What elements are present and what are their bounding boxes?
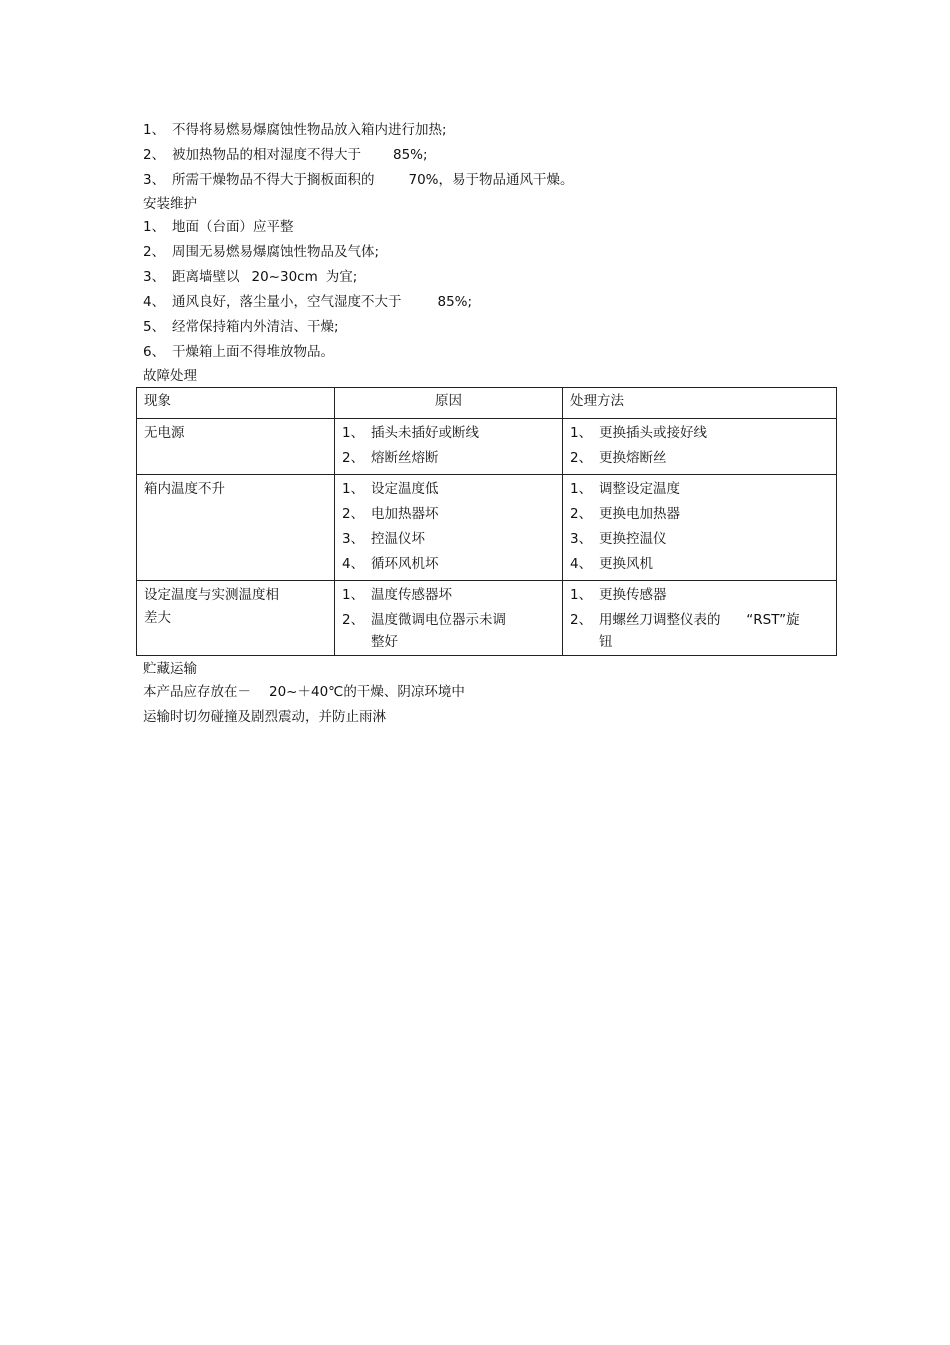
fix-item <box>570 478 829 503</box>
install-heading: 安装维护 <box>143 196 197 212</box>
cause-item <box>342 422 555 447</box>
list-number: 6、 <box>143 344 166 360</box>
cause-text-multiline <box>371 609 555 653</box>
cause-text: 熔断丝熔断 <box>371 450 439 466</box>
cause-cell <box>335 581 563 656</box>
fix-text: 更换电加热器 <box>599 506 680 522</box>
cause-cell <box>335 475 563 581</box>
list-number: 1、 <box>570 481 593 497</box>
symptom-text: 箱内温度不升 <box>144 481 225 497</box>
list-number: 3、 <box>342 531 365 547</box>
symptom-cell <box>137 419 335 475</box>
storage-text: 本产品应存放在－ <box>143 684 251 700</box>
cause-text-line: 整好 <box>371 634 398 650</box>
symptom-cell <box>137 475 335 581</box>
list-text: 通风良好，落尘量小，空气湿度不大于 <box>172 294 402 310</box>
header-fix: 处理方法 <box>563 388 837 419</box>
list-number: 4、 <box>570 556 593 572</box>
cause-text: 设定温度低 <box>371 481 439 497</box>
storage-range: 20~＋40℃的干燥、阴凉环境中 <box>269 684 465 700</box>
cause-text: 循环风机坏 <box>371 556 439 572</box>
symptom-text-line: 差大 <box>144 610 171 626</box>
list-text: 不得将易燃易爆腐蚀性物品放入箱内进行加热; <box>172 122 447 138</box>
table-row <box>137 475 837 581</box>
fix-cell <box>563 581 837 656</box>
fix-text: 更换熔断丝 <box>599 450 667 466</box>
list-value: 70%，易于物品通风干燥。 <box>408 172 574 188</box>
install-item-1 <box>143 215 837 240</box>
cause-item <box>342 447 555 472</box>
cause-text: 温度传感器坏 <box>371 587 452 603</box>
list-number: 4、 <box>143 294 166 310</box>
cause-item <box>342 503 555 528</box>
list-text: 被加热物品的相对湿度不得大于 <box>172 147 361 163</box>
cause-text: 电加热器坏 <box>371 506 439 522</box>
list-number: 1、 <box>342 481 365 497</box>
cause-item <box>342 584 555 609</box>
list-text: 所需干燥物品不得大于搁板面积的 <box>172 172 375 188</box>
list-number: 4、 <box>342 556 365 572</box>
list-text: 周围无易燃易爆腐蚀性物品及气体; <box>172 244 380 260</box>
fix-item <box>570 503 829 528</box>
fix-item <box>570 422 829 447</box>
fix-item <box>570 584 829 609</box>
list-number: 3、 <box>143 172 166 188</box>
fix-text: 更换插头或接好线 <box>599 425 707 441</box>
list-number: 2、 <box>570 612 593 628</box>
fix-item <box>570 528 829 553</box>
cause-item <box>342 478 555 503</box>
cause-item <box>342 609 555 653</box>
header-symptom: 现象 <box>137 388 335 419</box>
fix-item <box>570 609 829 653</box>
list-number: 1、 <box>570 587 593 603</box>
fix-item <box>570 553 829 578</box>
list-text: 经常保持箱内外清洁、干燥; <box>172 319 339 335</box>
install-item-2 <box>143 240 837 265</box>
storage-heading: 贮藏运输 <box>143 661 197 677</box>
document-page <box>143 118 837 730</box>
table-row <box>137 581 837 656</box>
list-number: 5、 <box>143 319 166 335</box>
list-number: 1、 <box>570 425 593 441</box>
cause-item <box>342 553 555 578</box>
list-value: 20~30cm <box>251 269 318 285</box>
install-item-4 <box>143 290 837 315</box>
cause-text: 控温仪坏 <box>371 531 425 547</box>
list-number: 3、 <box>570 531 593 547</box>
list-text: 干燥箱上面不得堆放物品。 <box>172 344 334 360</box>
storage-line-1 <box>143 680 837 705</box>
fix-item <box>570 447 829 472</box>
fix-text: 更换风机 <box>599 556 653 572</box>
list-number: 3、 <box>143 269 166 285</box>
fix-cell <box>563 419 837 475</box>
table-row <box>137 419 837 475</box>
fix-text: 调整设定温度 <box>599 481 680 497</box>
list-value: 85%; <box>437 294 473 310</box>
fix-text-line: 用螺丝刀调整仪表的 “RST”旋 <box>599 612 800 628</box>
list-number: 2、 <box>342 450 365 466</box>
list-number: 2、 <box>570 506 593 522</box>
fix-text-multiline <box>599 609 829 653</box>
usage-note-2 <box>143 143 837 168</box>
cause-text: 插头未插好或断线 <box>371 425 479 441</box>
storage-line-2: 运输时切勿碰撞及剧烈震动，并防止雨淋 <box>143 709 386 725</box>
list-number: 2、 <box>143 147 166 163</box>
list-number: 1、 <box>143 219 166 235</box>
list-value: 85%; <box>393 147 428 163</box>
fix-text: 更换传感器 <box>599 587 667 603</box>
list-number: 2、 <box>342 612 365 628</box>
fix-text: 更换控温仪 <box>599 531 667 547</box>
list-number: 1、 <box>342 425 365 441</box>
cause-cell <box>335 419 563 475</box>
list-number: 1、 <box>143 122 166 138</box>
table-header-row <box>137 388 837 419</box>
install-item-3 <box>143 265 837 290</box>
fault-heading: 故障处理 <box>143 368 197 384</box>
symptom-text-line: 设定温度与实测温度相 <box>144 587 279 603</box>
list-number: 2、 <box>342 506 365 522</box>
list-number: 1、 <box>342 587 365 603</box>
fix-cell <box>563 475 837 581</box>
usage-note-1 <box>143 118 837 143</box>
fix-text-line: 钮 <box>599 634 613 650</box>
cause-item <box>342 528 555 553</box>
install-item-5 <box>143 315 837 340</box>
fault-table <box>136 387 837 656</box>
usage-note-3 <box>143 168 837 193</box>
symptom-text: 无电源 <box>144 425 185 441</box>
cause-text-line: 温度微调电位器示未调 <box>371 612 506 628</box>
list-text: 距离墙壁以 <box>172 269 240 285</box>
symptom-cell <box>137 581 335 656</box>
list-text: 地面（台面）应平整 <box>172 219 294 235</box>
list-suffix: 为宜; <box>325 269 358 285</box>
list-number: 2、 <box>570 450 593 466</box>
install-item-6 <box>143 340 837 365</box>
header-cause: 原因 <box>335 388 563 419</box>
list-number: 2、 <box>143 244 166 260</box>
